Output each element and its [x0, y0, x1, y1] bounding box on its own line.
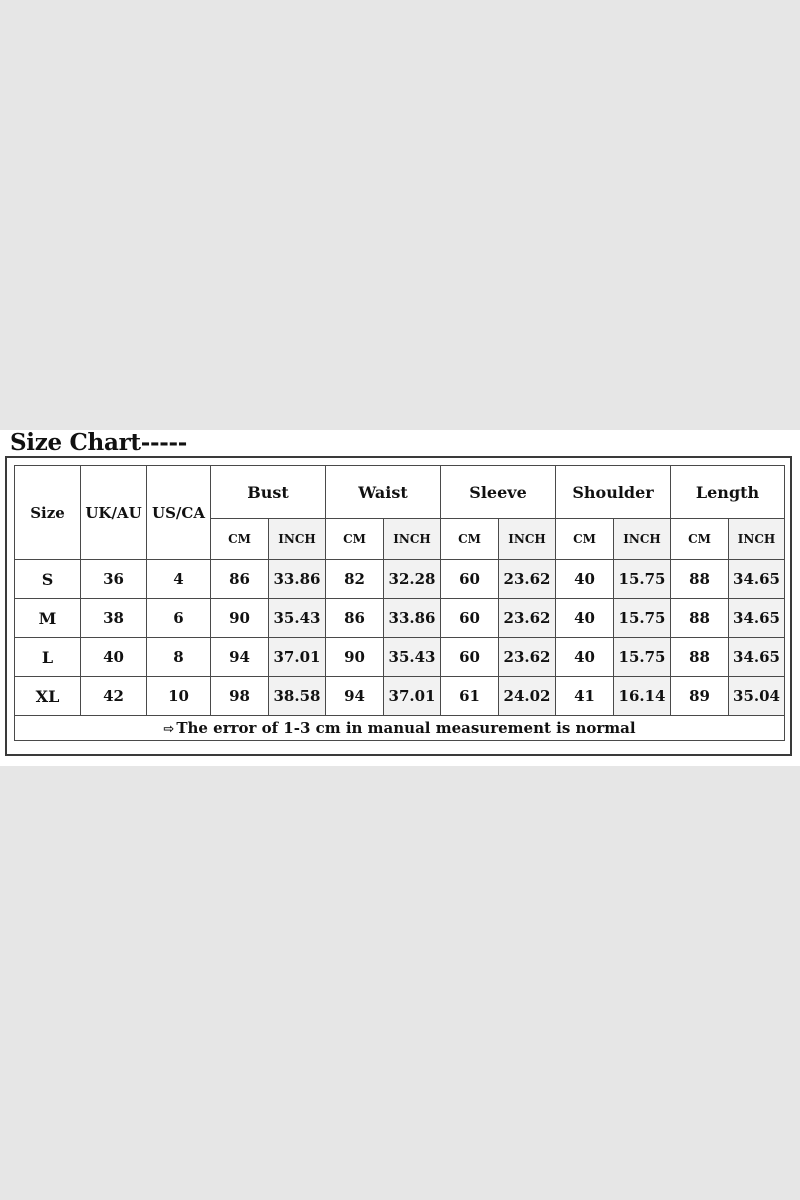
waist-cm: 86: [326, 599, 384, 638]
waist-cm: 82: [326, 560, 384, 599]
us-ca-value: 8: [147, 638, 211, 677]
bust-cm: 98: [211, 677, 269, 716]
sleeve-cm: 60: [441, 638, 499, 677]
shoulder-inch: 15.75: [614, 638, 671, 677]
shoulder-cm: 40: [556, 599, 614, 638]
size-table-frame: [5, 456, 792, 756]
waist-cm: 94: [326, 677, 384, 716]
header-shoulder: Shoulder: [556, 466, 671, 519]
waist-cm: 90: [326, 638, 384, 677]
bust-inch: 35.43: [269, 599, 326, 638]
sleeve-inch: 23.62: [499, 560, 556, 599]
sleeve-cm: 61: [441, 677, 499, 716]
us-ca-value: 6: [147, 599, 211, 638]
bust-inch: 37.01: [269, 638, 326, 677]
uk-au-value: 40: [81, 638, 147, 677]
unit-inch: INCH: [384, 519, 441, 560]
shoulder-cm: 40: [556, 560, 614, 599]
table-row: [15, 599, 785, 638]
bust-inch: 38.58: [269, 677, 326, 716]
unit-cm: CM: [671, 519, 729, 560]
header-uk-au: UK/AU: [81, 466, 147, 560]
header-sleeve: Sleeve: [441, 466, 556, 519]
header-row-groups: [15, 466, 785, 519]
shoulder-inch: 16.14: [614, 677, 671, 716]
size-label: M: [15, 599, 81, 638]
chart-title: Size Chart-----: [10, 429, 187, 456]
uk-au-value: 42: [81, 677, 147, 716]
length-cm: 88: [671, 638, 729, 677]
shoulder-cm: 41: [556, 677, 614, 716]
size-label: L: [15, 638, 81, 677]
header-size: Size: [15, 466, 81, 560]
us-ca-value: 4: [147, 560, 211, 599]
length-inch: 34.65: [729, 638, 785, 677]
length-inch: 34.65: [729, 560, 785, 599]
note-row: [15, 716, 785, 741]
sleeve-cm: 60: [441, 599, 499, 638]
header-length: Length: [671, 466, 785, 519]
bust-cm: 90: [211, 599, 269, 638]
size-chart-panel: [0, 430, 800, 766]
uk-au-value: 38: [81, 599, 147, 638]
sleeve-cm: 60: [441, 560, 499, 599]
size-table: [14, 465, 785, 741]
note-text: The error of 1-3 cm in manual measurement is normal: [176, 719, 636, 737]
length-cm: 88: [671, 599, 729, 638]
waist-inch: 33.86: [384, 599, 441, 638]
table-row: [15, 638, 785, 677]
sleeve-inch: 24.02: [499, 677, 556, 716]
table-row: [15, 560, 785, 599]
size-label: XL: [15, 677, 81, 716]
sleeve-inch: 23.62: [499, 599, 556, 638]
waist-inch: 35.43: [384, 638, 441, 677]
length-inch: 35.04: [729, 677, 785, 716]
length-inch: 34.65: [729, 599, 785, 638]
unit-cm: CM: [326, 519, 384, 560]
arrow-right-icon: ⇨: [163, 722, 175, 737]
us-ca-value: 10: [147, 677, 211, 716]
unit-inch: INCH: [614, 519, 671, 560]
shoulder-inch: 15.75: [614, 560, 671, 599]
unit-cm: CM: [211, 519, 269, 560]
waist-inch: 37.01: [384, 677, 441, 716]
header-waist: Waist: [326, 466, 441, 519]
unit-inch: INCH: [269, 519, 326, 560]
waist-inch: 32.28: [384, 560, 441, 599]
bust-cm: 94: [211, 638, 269, 677]
size-label: S: [15, 560, 81, 599]
measurement-note: [15, 716, 785, 741]
sleeve-inch: 23.62: [499, 638, 556, 677]
unit-inch: INCH: [729, 519, 785, 560]
shoulder-inch: 15.75: [614, 599, 671, 638]
header-bust: Bust: [211, 466, 326, 519]
unit-cm: CM: [441, 519, 499, 560]
unit-cm: CM: [556, 519, 614, 560]
uk-au-value: 36: [81, 560, 147, 599]
header-us-ca: US/CA: [147, 466, 211, 560]
unit-inch: INCH: [499, 519, 556, 560]
length-cm: 88: [671, 560, 729, 599]
bust-inch: 33.86: [269, 560, 326, 599]
shoulder-cm: 40: [556, 638, 614, 677]
table-row: [15, 677, 785, 716]
bust-cm: 86: [211, 560, 269, 599]
length-cm: 89: [671, 677, 729, 716]
